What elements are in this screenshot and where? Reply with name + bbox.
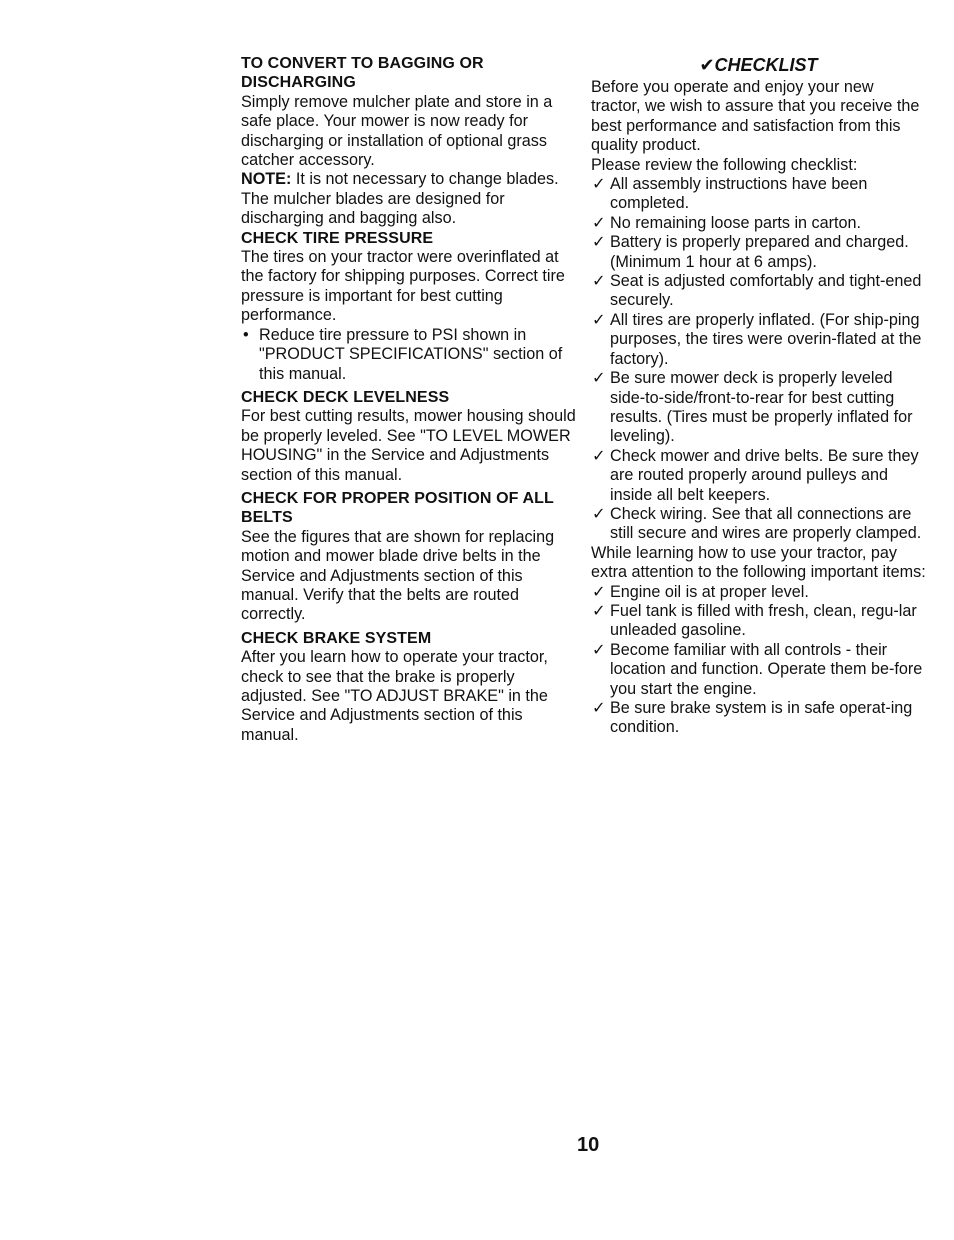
- checklist-item: [591, 447, 926, 505]
- learning-intro: While learning how to use your tractor, pay extra attention to the following important items:: [591, 543, 926, 582]
- deck-body: For best cutting results, mower housing should be properly leveled. See "TO LEVEL MOWER HOUSING" in the Service and Adjustments section of this manual.: [241, 407, 576, 484]
- check-mark-icon: ✓: [592, 640, 606, 659]
- check-mark-icon: ✓: [592, 213, 606, 232]
- learning-item-text: Fuel tank is filled with fresh, clean, regu-lar unleaded gasoline.: [610, 601, 917, 640]
- checklist-item-text: Be sure mower deck is properly leveled side-to-side/front-to-rear for best cutting results. (Tires must be properly inflated for leveling).: [610, 369, 913, 446]
- check-mark-icon: ✓: [592, 272, 606, 291]
- tire-bullet-item: [241, 326, 576, 384]
- checklist-item: [591, 369, 926, 447]
- learning-item-text: Engine oil is at proper level.: [610, 582, 809, 601]
- checklist-item-text: Seat is adjusted comfortably and tight-ened securely.: [610, 272, 922, 310]
- heading-tire-pressure: CHECK TIRE PRESSURE: [241, 229, 434, 247]
- checklist-intro: Before you operate and enjoy your new tractor, we wish to assure that you receive the best performance and satisfaction from this quality product.: [591, 78, 920, 155]
- checklist-item: [591, 175, 926, 214]
- checklist-item-text: All tires are properly inflated. (For ship-ping purposes, the tires were overin-flated at the factory).: [610, 310, 922, 368]
- heading-bagging: TO CONVERT TO BAGGING OR DISCHARGING: [241, 55, 484, 92]
- learning-item: [591, 699, 926, 738]
- page-number: 10: [577, 1134, 600, 1156]
- right-column: [591, 54, 926, 738]
- check-mark-icon: ✓: [592, 233, 606, 252]
- check-mark-icon: ✓: [592, 446, 606, 465]
- checklist-item-text: No remaining loose parts in carton.: [610, 213, 862, 232]
- check-mark-icon: ✓: [592, 582, 606, 601]
- tire-bullet-text: Reduce tire pressure to PSI shown in "PRODUCT SPECIFICATIONS" section of this manual.: [259, 325, 563, 383]
- check-mark-icon: ✓: [592, 504, 606, 523]
- check-mark-icon: ✓: [592, 369, 606, 388]
- learning-item: [591, 602, 926, 641]
- learning-item-text: Be sure brake system is in safe operat-ing condition.: [610, 699, 913, 737]
- bagging-note: [241, 170, 576, 228]
- learning-item: [591, 641, 926, 699]
- tire-body: The tires on your tractor were overinflated at the factory for shipping purposes. Correct tire pressure is important for best cutting performance.: [241, 248, 565, 325]
- checklist-item: [591, 311, 926, 369]
- checklist-item-text: All assembly instructions have been completed.: [610, 175, 868, 213]
- check-mark-icon: ✓: [592, 310, 606, 329]
- checklist-list: [591, 175, 926, 544]
- checklist-item: [591, 233, 926, 272]
- section-bagging: [241, 54, 576, 229]
- section-belts: [241, 489, 576, 625]
- section-deck-levelness: [241, 388, 576, 485]
- check-mark-icon: ✓: [592, 601, 606, 620]
- heading-brake: CHECK BRAKE SYSTEM: [241, 629, 432, 647]
- checklist-item-text: Battery is properly prepared and charged.(Minimum 1 hour at 6 amps).: [610, 233, 909, 271]
- brake-body: After you learn how to operate your tractor, check to see that the brake is properly adjusted. See "TO ADJUST BRAKE" in the Service and Adjustments section of this manual.: [241, 648, 548, 744]
- check-mark-icon: ✓: [592, 175, 606, 194]
- heading-belts: CHECK FOR PROPER POSITION OF ALL BELTS: [241, 489, 554, 527]
- left-column: [241, 54, 576, 745]
- learning-item-text: Become familiar with all controls - their location and function. Operate them be-fore you start the engine.: [610, 640, 923, 698]
- learning-item: [591, 583, 926, 602]
- checklist-item-text: Check wiring. See that all connections are still secure and wires are properly clamped.: [610, 504, 922, 543]
- section-tire-pressure: [241, 229, 576, 384]
- belts-body: See the figures that are shown for replacing motion and mower blade drive belts in the Service and Adjustments section of this manual. Verify that the belts are routed correctly.: [241, 527, 555, 624]
- note-label: NOTE:: [241, 170, 292, 189]
- learning-list: [591, 583, 926, 738]
- checklist-item-text: Check mower and drive belts. Be sure they are routed properly around pulleys and inside all belt keepers.: [610, 446, 919, 504]
- bagging-body: Simply remove mulcher plate and store in a safe place. Your mower is now ready for discharging or installation of optional grass catcher accessory.: [241, 92, 553, 170]
- bullet-mark: •: [243, 325, 249, 344]
- heading-deck-levelness: CHECK DECK LEVELNESS: [241, 388, 450, 406]
- checklist-item: [591, 214, 926, 233]
- section-brake: [241, 629, 576, 745]
- checklist-review: Please review the following checklist:: [591, 155, 858, 174]
- checklist-title: ✔CHECKLIST: [699, 55, 818, 75]
- checklist-item: [591, 505, 926, 544]
- note-text: It is not necessary to change blades. The mulcher blades are designed for discharging and bagging also.: [241, 170, 559, 228]
- checklist-item: [591, 272, 926, 311]
- check-mark-icon: ✓: [592, 699, 606, 717]
